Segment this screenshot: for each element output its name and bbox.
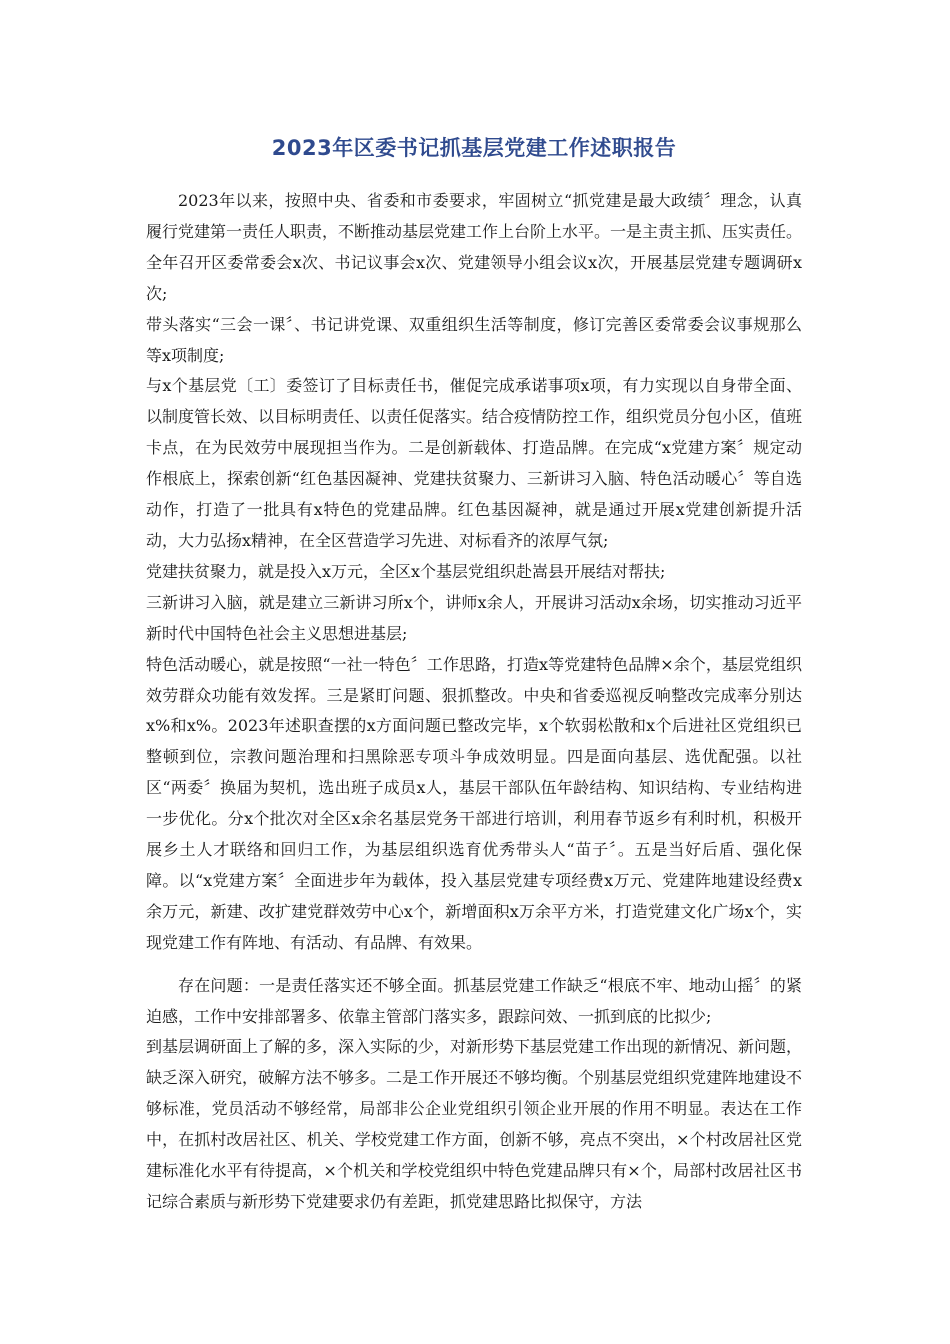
body-paragraph: 带头落实“三会一课〞、书记讲党课、双重组织生活等制度，修订完善区委常委会议事规那么等x项制度; (146, 314, 802, 365)
body-paragraph: 存在问题：一是责任落实还不够全面。抓基层党建工作缺乏“根底不牢、地动山摇〞的紧迫感，工作中安排部署多、依靠主管部门落实多，跟踪问效、一抓到底的比拟少; (146, 975, 802, 1026)
body-paragraph: 与x个基层党〔工〕委签订了目标责任书，催促完成承诺事项x项，有力实现以自身带全面、以制度管长效、以目标明责任、以责任促落实。结合疫情防控工作，组织党员分包小区，值班卡点，在为民效劳中展现担当作为。二是创新载体、打造品牌。在完成“x党建方案〞规定动作根底上，探索创新“红色基因凝神、党建扶贫聚力、三新讲习入脑、特色活动暖心〞等自选动作，打造了一批具有x特色的党建品牌。红色基因凝神，就是通过开展x党建创新提升活动，大力弘扬x精神，在全区营造学习先进、对标看齐的浓厚气氛; (146, 376, 803, 550)
body-paragraph: 到基层调研面上了解的多，深入实际的少，对新形势下基层党建工作出现的新情况、新问题，缺乏深入研究，破解方法不够多。二是工作开展还不够均衡。个别基层党组织党建阵地建设不够标准，党员活动不够经常，局部非公企业党组织引领企业开展的作用不明显。表达在工作中，在抓村改居社区、机关、学校党建工作方面，创新不够，亮点不突出，×个村改居社区党建标准化水平有待提高，×个机关和学校党组织中特色党建品牌只有×个，局部村改居社区书记综合素质与新形势下党建要求仍有差距，抓党建思路比拟保守，方法 (146, 1037, 803, 1211)
document-title: 2023年区委书记抓基层党建工作述职报告 (271, 136, 677, 160)
body-paragraph: 党建扶贫聚力，就是投入x万元，全区x个基层党组织赴嵩县开展结对帮扶; (146, 561, 666, 581)
body-paragraph: 三新讲习入脑，就是建立三新讲习所x个，讲师x余人，开展讲习活动x余场，切实推动习近平新时代中国特色社会主义思想进基层; (146, 592, 802, 643)
body-paragraph: 特色活动暖心，就是按照“一社一特色〞工作思路，打造x等党建特色品牌×余个，基层党组织效劳群众功能有效发挥。三是紧盯问题、狠抓整改。中央和省委巡视反响整改完成率分别达x%和x%。2023年述职查摆的x方面问题已整改完毕，x个软弱松散和x个后进社区党组织已整顿到位，宗教问题治理和扫黑除恶专项斗争成效明显。四是面向基层、选优配强。以社区“两委〞换届为契机，选出班子成员x人，基层干部队伍年龄结构、知识结构、专业结构进一步优化。分x个批次对全区x余名基层党务干部进行培训，利用春节返乡有利时机，积极开展乡土人才联络和回归工作，为基层组织选育优秀带头人“苗子〞。五是当好后盾、强化保障。以“x党建方案〞全面进步年为载体，投入基层党建专项经费x万元、党建阵地建设经费x余万元，新建、改扩建党群效劳中心x个，新增面积x万余平方米，打造党建文化广场x个，实现党建工作有阵地、有活动、有品牌、有效果。 (146, 654, 802, 952)
body-paragraph: 2023年以来，按照中央、省委和市委要求，牢固树立“抓党建是最大政绩〞理念，认真履行党建第一责任人职责，不断推动基层党建工作上台阶上水平。一是主责主抓、压实责任。全年召开区委常委会x次、书记议事会x次、党建领导小组会议x次，开展基层党建专题调研x次; (146, 191, 803, 303)
